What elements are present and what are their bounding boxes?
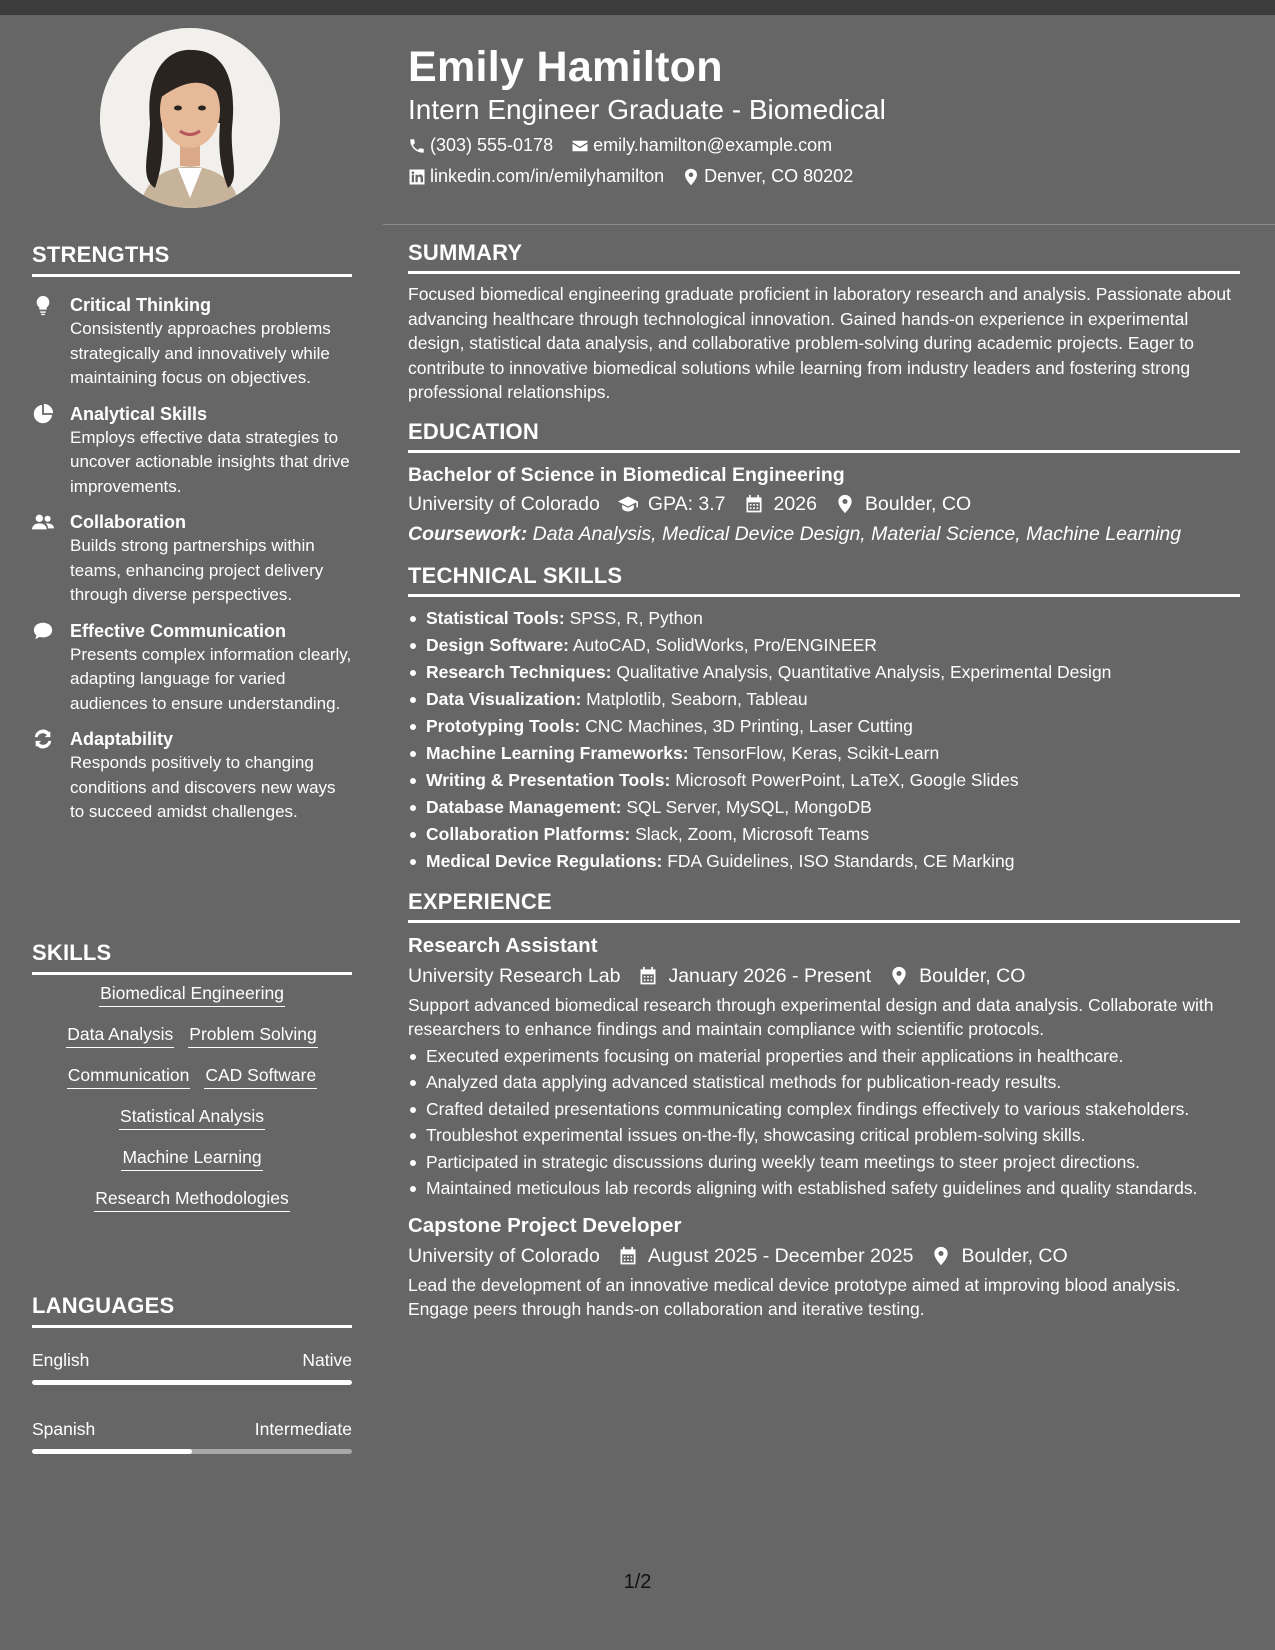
technical-skill-item xyxy=(408,659,1240,686)
skill-values: Slack, Zoom, Microsoft Teams xyxy=(635,823,870,844)
skill-category: Machine Learning Frameworks: xyxy=(426,742,689,763)
education-section xyxy=(408,419,1240,549)
strength-description: Responds positively to changing conditions and discovers new ways to succeed amidst challenges. xyxy=(70,753,336,821)
map-pin-icon xyxy=(682,168,700,186)
language-level: Intermediate xyxy=(254,1419,352,1439)
language-level: Native xyxy=(302,1350,352,1370)
technical-skill-item xyxy=(408,632,1240,659)
education-title: EDUCATION xyxy=(408,419,1240,453)
skill-category: Database Management: xyxy=(426,796,622,817)
page-number: 1/2 xyxy=(623,1571,652,1593)
language-item xyxy=(32,1417,352,1454)
skill-values: Microsoft PowerPoint, LaTeX, Google Slides xyxy=(675,769,1019,790)
strength-item xyxy=(32,619,352,717)
summary-title: SUMMARY xyxy=(408,240,1240,274)
skill-chip: Data Analysis xyxy=(66,1021,174,1048)
strength-description: Presents complex information clearly, adapting language for varied audiences to ensure understanding. xyxy=(70,644,352,713)
technical-skill-item xyxy=(408,848,1240,875)
strength-title: Critical Thinking xyxy=(70,295,212,315)
strength-title: Collaboration xyxy=(70,512,186,532)
contact-line-2 xyxy=(408,166,871,187)
location-text: Boulder, CO xyxy=(961,1244,1068,1267)
strength-description: Consistently approaches problems strategically and innovatively while maintaining focus on objectives. xyxy=(70,319,331,387)
calendar-icon xyxy=(618,1246,638,1266)
degree-title: Bachelor of Science in Biomedical Engineering xyxy=(408,463,845,486)
experience-item xyxy=(408,931,1240,1201)
language-proficiency-fill xyxy=(32,1449,192,1454)
linkedin-icon xyxy=(408,168,426,186)
job-location xyxy=(931,1241,1067,1271)
education-location xyxy=(835,489,971,519)
skill-category: Research Techniques: xyxy=(426,661,612,682)
technical-skill-item xyxy=(408,605,1240,632)
phone-icon xyxy=(408,137,426,155)
technical-skill-item xyxy=(408,821,1240,848)
year-text: 2026 xyxy=(773,492,817,515)
location-contact xyxy=(682,166,853,187)
refresh-icon xyxy=(32,727,70,825)
organization-text: University of Colorado xyxy=(408,1244,600,1267)
languages-title: LANGUAGES xyxy=(32,1293,352,1328)
strength-item xyxy=(32,293,352,391)
strength-item xyxy=(32,402,352,500)
skill-category: Medical Device Regulations: xyxy=(426,850,663,871)
language-proficiency-fill xyxy=(32,1380,352,1385)
skill-values: CNC Machines, 3D Printing, Laser Cutting xyxy=(585,715,913,736)
organization xyxy=(408,961,620,991)
job-bullet: Troubleshot experimental issues on-the-fly, showcasing critical problem-solving skills. xyxy=(408,1123,1240,1148)
experience-title: EXPERIENCE xyxy=(408,889,1240,923)
top-bar xyxy=(0,0,1275,15)
job-location xyxy=(889,961,1025,991)
contact-line-1 xyxy=(408,135,850,156)
users-icon xyxy=(32,510,70,608)
summary-section xyxy=(408,240,1240,405)
skill-values: FDA Guidelines, ISO Standards, CE Marking xyxy=(667,850,1015,871)
skill-chip: Biomedical Engineering xyxy=(99,980,285,1007)
candidate-name: Emily Hamilton xyxy=(408,43,723,91)
job-bullet: Crafted detailed presentations communicating complex findings effectively to various stakeholders. xyxy=(408,1097,1240,1122)
job-description: Support advanced biomedical research through experimental design and data analysis. Collaborate with researchers to enhance findings and maintain compliance with scientific protocols. xyxy=(408,994,1214,1039)
strength-description: Employs effective data strategies to uncover actionable insights that drive improvements. xyxy=(70,427,350,496)
skill-values: TensorFlow, Keras, Scikit-Learn xyxy=(693,742,940,763)
job-bullets xyxy=(408,1044,1240,1201)
summary-text: Focused biomedical engineering graduate proficient in laboratory research and analysis. Passionate about advancing healthcare through technological innovation. Gained hands-on experience in experimental design, statistical data analysis, and collaborative problem-solving during academic projects. Eager to contribute to innovative biomedical solutions while learning from industry leaders and fostering strong professional relationships. xyxy=(408,284,1232,402)
skill-chip: Problem Solving xyxy=(188,1021,317,1048)
skill-values: SPSS, R, Python xyxy=(569,607,703,628)
technical-skill-item xyxy=(408,713,1240,740)
language-proficiency-bar xyxy=(32,1380,352,1385)
skills-title: SKILLS xyxy=(32,940,352,975)
coursework-list: Data Analysis, Medical Device Design, Material Science, Machine Learning xyxy=(532,522,1182,545)
school-name xyxy=(408,489,600,519)
skill-chip: CAD Software xyxy=(204,1062,317,1089)
dates-text: August 2025 - December 2025 xyxy=(647,1244,914,1267)
job-dates xyxy=(638,961,871,991)
job-meta xyxy=(408,961,1240,991)
location-text: Boulder, CO xyxy=(919,964,1026,987)
language-proficiency-bar xyxy=(32,1449,352,1454)
phone-contact xyxy=(408,135,553,156)
technical-skills-list xyxy=(408,605,1240,875)
lightbulb-icon xyxy=(32,293,70,391)
experience-item xyxy=(408,1211,1240,1322)
envelope-icon xyxy=(571,137,589,155)
phone-text: (303) 555-0178 xyxy=(430,135,554,155)
strength-title: Adaptability xyxy=(70,729,174,749)
coursework xyxy=(408,519,1240,549)
header-divider xyxy=(383,224,1275,225)
main-content xyxy=(408,240,1240,1322)
strength-title: Analytical Skills xyxy=(70,403,208,424)
skill-chip: Statistical Analysis xyxy=(119,1103,265,1130)
strength-item xyxy=(32,727,352,825)
skills-list xyxy=(32,980,352,1226)
technical-skill-item xyxy=(408,767,1240,794)
skill-values: Qualitative Analysis, Quantitative Analysis, Experimental Design xyxy=(616,661,1112,682)
pie-chart-icon xyxy=(32,402,70,500)
skill-values: SQL Server, MySQL, MongoDB xyxy=(626,796,872,817)
graduation-year xyxy=(744,489,817,519)
strength-item xyxy=(32,510,352,608)
organization-text: University Research Lab xyxy=(408,964,621,987)
strengths-list xyxy=(32,293,352,836)
calendar-icon xyxy=(638,966,658,986)
skill-values: Matplotlib, Seaborn, Tableau xyxy=(586,688,808,709)
strength-title: Effective Communication xyxy=(70,620,287,641)
job-dates xyxy=(618,1241,914,1271)
email-contact xyxy=(571,135,832,156)
experience-section xyxy=(408,889,1240,1322)
linkedin-text: linkedin.com/in/emilyhamilton xyxy=(430,166,665,186)
email-text: emily.hamilton@example.com xyxy=(593,135,833,155)
job-title: Capstone Project Developer xyxy=(408,1213,682,1237)
skill-category: Design Software: xyxy=(426,634,569,655)
skill-values: AutoCAD, SolidWorks, Pro/ENGINEER xyxy=(572,634,877,655)
organization xyxy=(408,1241,600,1271)
coursework-label: Coursework: xyxy=(408,522,528,545)
map-pin-icon xyxy=(931,1246,951,1266)
skill-category: Writing & Presentation Tools: xyxy=(426,769,671,790)
gpa-text: GPA: 3.7 xyxy=(647,492,726,515)
job-bullet: Analyzed data applying advanced statistical methods for publication-ready results. xyxy=(408,1070,1240,1095)
strength-description: Builds strong partnerships within teams, enhancing project delivery through diverse perspectives. xyxy=(70,536,324,604)
dates-text: January 2026 - Present xyxy=(668,964,872,987)
technical-skills-section xyxy=(408,563,1240,875)
job-meta xyxy=(408,1241,1240,1271)
linkedin-contact xyxy=(408,166,664,187)
school-text: University of Colorado xyxy=(408,492,600,515)
graduation-cap-icon xyxy=(618,494,638,514)
job-bullet: Executed experiments focusing on material properties and their applications in healthcare. xyxy=(408,1044,1240,1069)
map-pin-icon xyxy=(835,494,855,514)
job-bullet: Participated in strategic discussions during weekly team meetings to steer project directions. xyxy=(408,1150,1240,1175)
language-name: English xyxy=(32,1350,90,1370)
calendar-icon xyxy=(744,494,764,514)
language-name: Spanish xyxy=(32,1419,96,1439)
technical-skill-item xyxy=(408,686,1240,713)
job-title: Research Assistant xyxy=(408,933,598,957)
job-bullet: Maintained meticulous lab records aligning with established safety guidelines and quality standards. xyxy=(408,1176,1240,1201)
map-pin-icon xyxy=(889,966,909,986)
profile-photo xyxy=(100,28,280,208)
location-text: Denver, CO 80202 xyxy=(704,166,854,186)
skill-category: Data Visualization: xyxy=(426,688,582,709)
technical-skills-title: TECHNICAL SKILLS xyxy=(408,563,1240,597)
skill-category: Statistical Tools: xyxy=(426,607,565,628)
skill-category: Collaboration Platforms: xyxy=(426,823,631,844)
job-description: Lead the development of an innovative medical device prototype aimed at improving blood analysis. Engage peers through hands-on collaboration and iterative testing. xyxy=(408,1274,1181,1319)
speech-bubble-icon xyxy=(32,619,70,717)
skill-chip: Research Methodologies xyxy=(94,1185,290,1212)
technical-skill-item xyxy=(408,740,1240,767)
strengths-title: STRENGTHS xyxy=(32,242,352,277)
skill-chip: Machine Learning xyxy=(121,1144,262,1171)
candidate-role: Intern Engineer Graduate - Biomedical xyxy=(408,94,886,125)
gpa xyxy=(618,489,726,519)
education-meta xyxy=(408,489,1240,519)
location-text: Boulder, CO xyxy=(864,492,972,515)
technical-skill-item xyxy=(408,794,1240,821)
skill-chip: Communication xyxy=(67,1062,191,1089)
skill-category: Prototyping Tools: xyxy=(426,715,581,736)
language-item xyxy=(32,1348,352,1385)
